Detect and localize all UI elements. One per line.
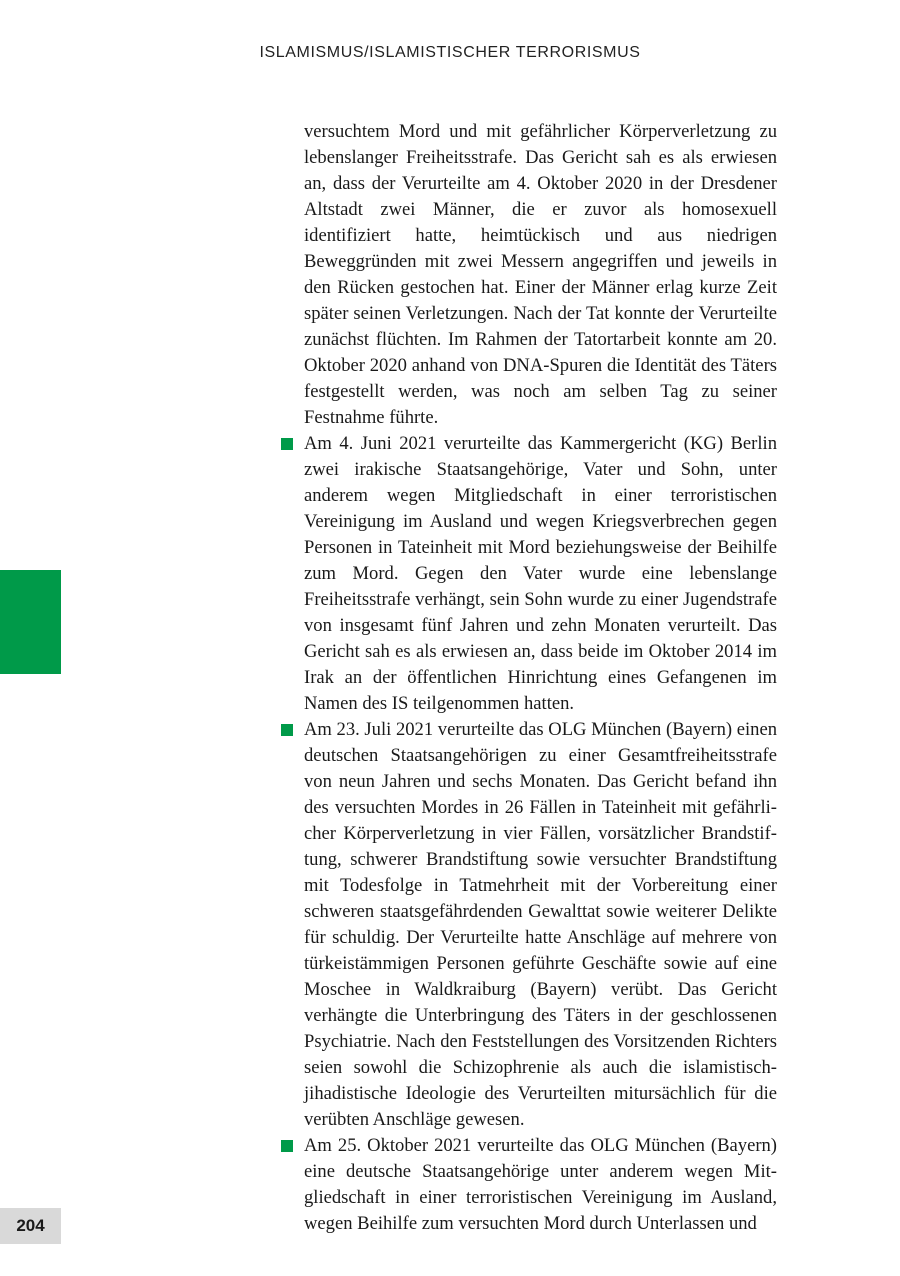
chapter-tab-marker [0,570,61,674]
continuation-paragraph: versuchtem Mord und mit gefährlicher Körperverletzung zu lebenslanger Freiheitsstrafe. Das Gericht sah es als erwiesen an, dass der Verurteilte am 4. Oktober 2020 in der Dresdener Altstadt zwei Männer, die er zuvor als homosexuell identifiziert hatte, heimtückisch und aus niedrigen Beweggründen mit zwei Messern angegriffen und jeweils in den Rücken gestochen hat. Einer der Männer erlag kurze Zeit später seinen Verletzungen. Nach der Tat konnte der Verurteilte zunächst flüchten. Im Rahmen der Tatortarbeit konnte am 20. Oktober 2020 anhand von DNA-Spuren die Identität des Täters festgestellt werden, was noch am selben Tag zu seiner Festnahme führte. [304,121,777,428]
body-text [304,119,777,1237]
running-header: ISLAMISMUS/ISLAMISTISCHER TERRORISMUS [259,44,641,61]
list-item [304,717,777,1133]
bullet-square-icon [281,1140,293,1152]
page-number: 204 [0,1208,61,1244]
list-item-text: Am 23. Juli 2021 verurteilte das OLG München (Bayern) einen deutschen Staatsangehörigen zu einer Gesamtfreiheitsstrafe von neun Jahren und sechs Monaten. Das Gericht befand ihn des versuchten Mordes in 26 Fällen in Tateinheit mit gefährlicher Körperverletzung in vier Fällen, vorsätzlicher Brandstiftung, schwerer Brandstiftung sowie versuchter Brandstiftung mit Todesfolge in Tatmehrheit mit der Vorbereitung einer schweren staatsgefährdenden Gewalttat sowie weiterer Delikte für schuldig. Der Verurteilte hatte Anschläge auf mehrere von türkeistämmigen Personen geführte Geschäfte sowie auf eine Moschee in Waldkraiburg (Bayern) verübt. Das Gericht verhängte die Unterbringung des Täters in der geschlossenen Psychiatrie. Nach den Feststellungen des Vorsitzenden Richters seien sowohl die Schizophrenie als auch die islamistisch-jihadistische Ideologie des Verurteilten mitursächlich für die verübten Anschläge gewesen. [304,719,777,1130]
bullet-square-icon [281,724,293,736]
bullet-square-icon [281,438,293,450]
list-item-text: Am 4. Juni 2021 verurteilte das Kammergericht (KG) Berlin zwei irakische Staatsangehörige, Vater und Sohn, unter anderem wegen Mitgliedschaft in einer terroristischen Vereinigung im Ausland und wegen Kriegsverbrechen gegen Personen in Tateinheit mit Mord beziehungsweise der Beihilfe zum Mord. Gegen den Vater wurde eine lebenslange Freiheitsstrafe verhängt, sein Sohn wurde zu einer Jugendstrafe von insgesamt fünf Jahren und zehn Monaten verurteilt. Das Gericht sah es als erwiesen an, dass beide im Oktober 2014 im Irak an der öffentlichen Hinrichtung eines Gefangenen im Namen des IS teilgenommen hatten. [304,433,777,714]
list-item [304,1133,777,1237]
list-item [304,431,777,717]
list-item-text: Am 25. Oktober 2021 verurteilte das OLG München (Bayern) eine deutsche Staatsangehörige unter anderem wegen Mitgliedschaft in einer terroristischen Vereinigung im Ausland, wegen Beihilfe zum versuchten Mord durch Unterlassen und [304,1135,777,1234]
